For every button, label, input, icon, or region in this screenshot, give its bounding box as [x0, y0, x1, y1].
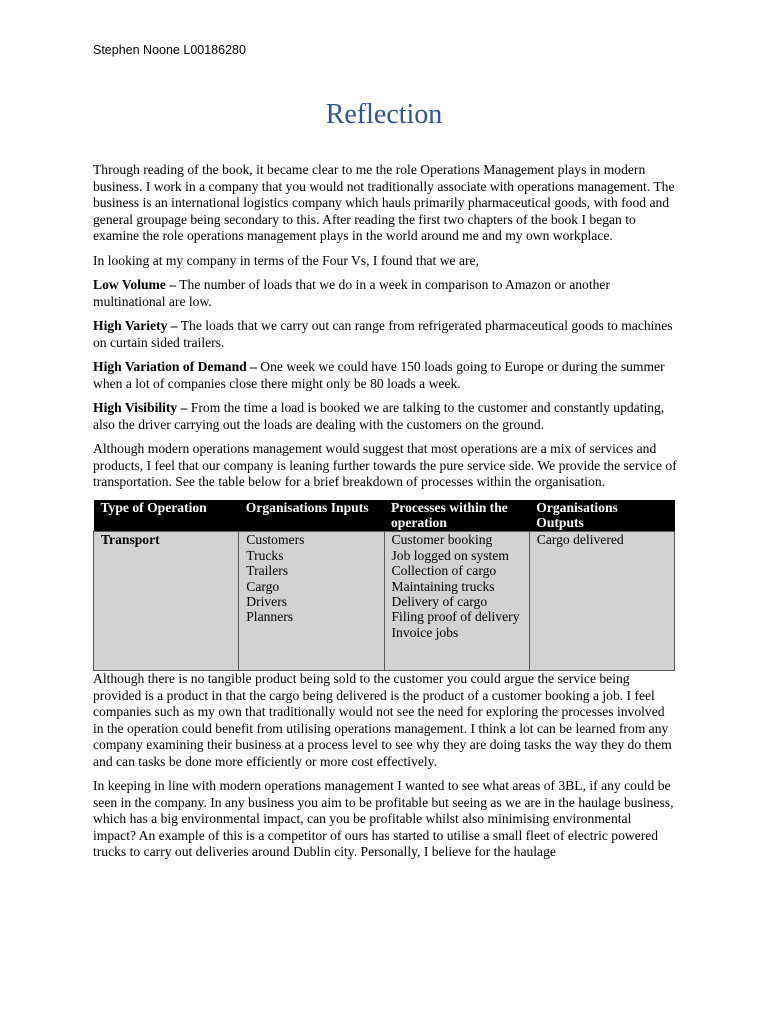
input-item: Planners [246, 609, 294, 625]
four-v-visibility-text: From the time a load is booked we are talking to the customer and constantly updating, also the driver carrying out the loads are dealing with the customers on the ground. [93, 400, 665, 432]
paragraph-four-vs-intro: In looking at my company in terms of the Four Vs, I found that we are, [93, 252, 479, 268]
outputs-cell [529, 532, 674, 671]
table-row [94, 532, 675, 671]
process-item: Invoice jobs [391, 624, 459, 640]
four-v-visibility [93, 400, 677, 433]
inputs-cell [239, 532, 384, 671]
input-item: Trailers [246, 563, 289, 579]
input-item: Cargo [246, 578, 280, 594]
paragraph-intro: Through reading of the book, it became clear to me the role Operations Management plays in modern business. I work in a company that you would not traditionally associate with operations management. The business is an international logistics company which hauls primarily pharmaceutical goods, with food and general groupage being secondary to this. After reading the first two chapters of the book I began to examine the role operations management plays in the world around me and my own workplace. [93, 162, 675, 243]
table-header-cell: Organisations Outputs [529, 500, 674, 532]
paragraph-3bl: In keeping in line with modern operations management I wanted to see what areas of 3BL, if any could be seen in the company. In any business you aim to be profitable but seeing as we are in the haulage business, which has a big environmental impact, can you be profitable whilst also minimising environmental impact? An example of this is a competitor of ours has started to utilise a small fleet of electric powered trucks to carry out deliveries around Dublin city. Personally, I believe for the haulage [93, 778, 674, 860]
process-item: Delivery of cargo [391, 593, 488, 609]
table-header-row [94, 500, 675, 532]
document-title: Reflection [325, 99, 443, 130]
process-item: Customer booking [391, 532, 493, 548]
output-item: Cargo delivered [536, 532, 624, 548]
four-v-volume-text: The number of loads that we do in a week in comparison to Amazon or another multinational are low. [93, 277, 610, 309]
four-v-variety [93, 318, 677, 351]
table-header-cell: Type of Operation [94, 500, 239, 532]
operation-type-cell: Transport [94, 532, 239, 671]
operations-table [93, 500, 675, 672]
table-header-cell: Organisations Inputs [239, 500, 384, 532]
process-item: Filing proof of delivery [391, 609, 520, 625]
input-item: Customers [246, 532, 305, 548]
table-header-cell: Processes within the operation [384, 500, 529, 532]
four-v-variety-text: The loads that we carry out can range from refrigerated pharmaceutical goods to machines on curtain sided trailers. [93, 318, 673, 350]
four-v-variety-term: High Variety – [93, 318, 178, 333]
input-item: Trucks [246, 547, 284, 563]
document-body [93, 162, 677, 869]
four-v-volume-term: Low Volume – [93, 277, 177, 292]
process-item: Collection of cargo [391, 563, 497, 579]
input-item: Drivers [246, 593, 288, 609]
paragraph-service-side: Although modern operations management would suggest that most operations are a mix of services and products, I feel that our company is leaning further towards the pure service side. We provide the service of transportation. See the table below for a brief breakdown of processes within the organisation. [93, 441, 677, 489]
student-id: L00186280 [183, 43, 246, 57]
four-v-demand-text: One week we could have 150 loads going to Europe or during the summer when a lot of companies close there might only be 80 loads a week. [93, 359, 665, 391]
four-v-demand-term: High Variation of Demand – [93, 359, 257, 374]
four-v-demand [93, 359, 677, 392]
processes-cell [384, 532, 529, 671]
page-header [93, 43, 246, 57]
four-v-visibility-term: High Visibility – [93, 400, 188, 415]
process-item: Maintaining trucks [391, 578, 495, 594]
process-item: Job logged on system [391, 547, 509, 563]
author-name: Stephen Noone [93, 43, 180, 57]
paragraph-tangible-product: Although there is no tangible product being sold to the customer you could argue the service being provided is a product in that the cargo being delivered is the product of a customer booking a job. I feel companies such as my own that traditionally would not see the need for exploring the processes involved in the operation could benefit from utilising operations management. I think a lot can be learned from any company examining their business at a process level to see why they are doing tasks the way they do them and can tasks be done more efficiently or more cost effectively. [93, 671, 672, 769]
four-v-volume [93, 277, 677, 310]
